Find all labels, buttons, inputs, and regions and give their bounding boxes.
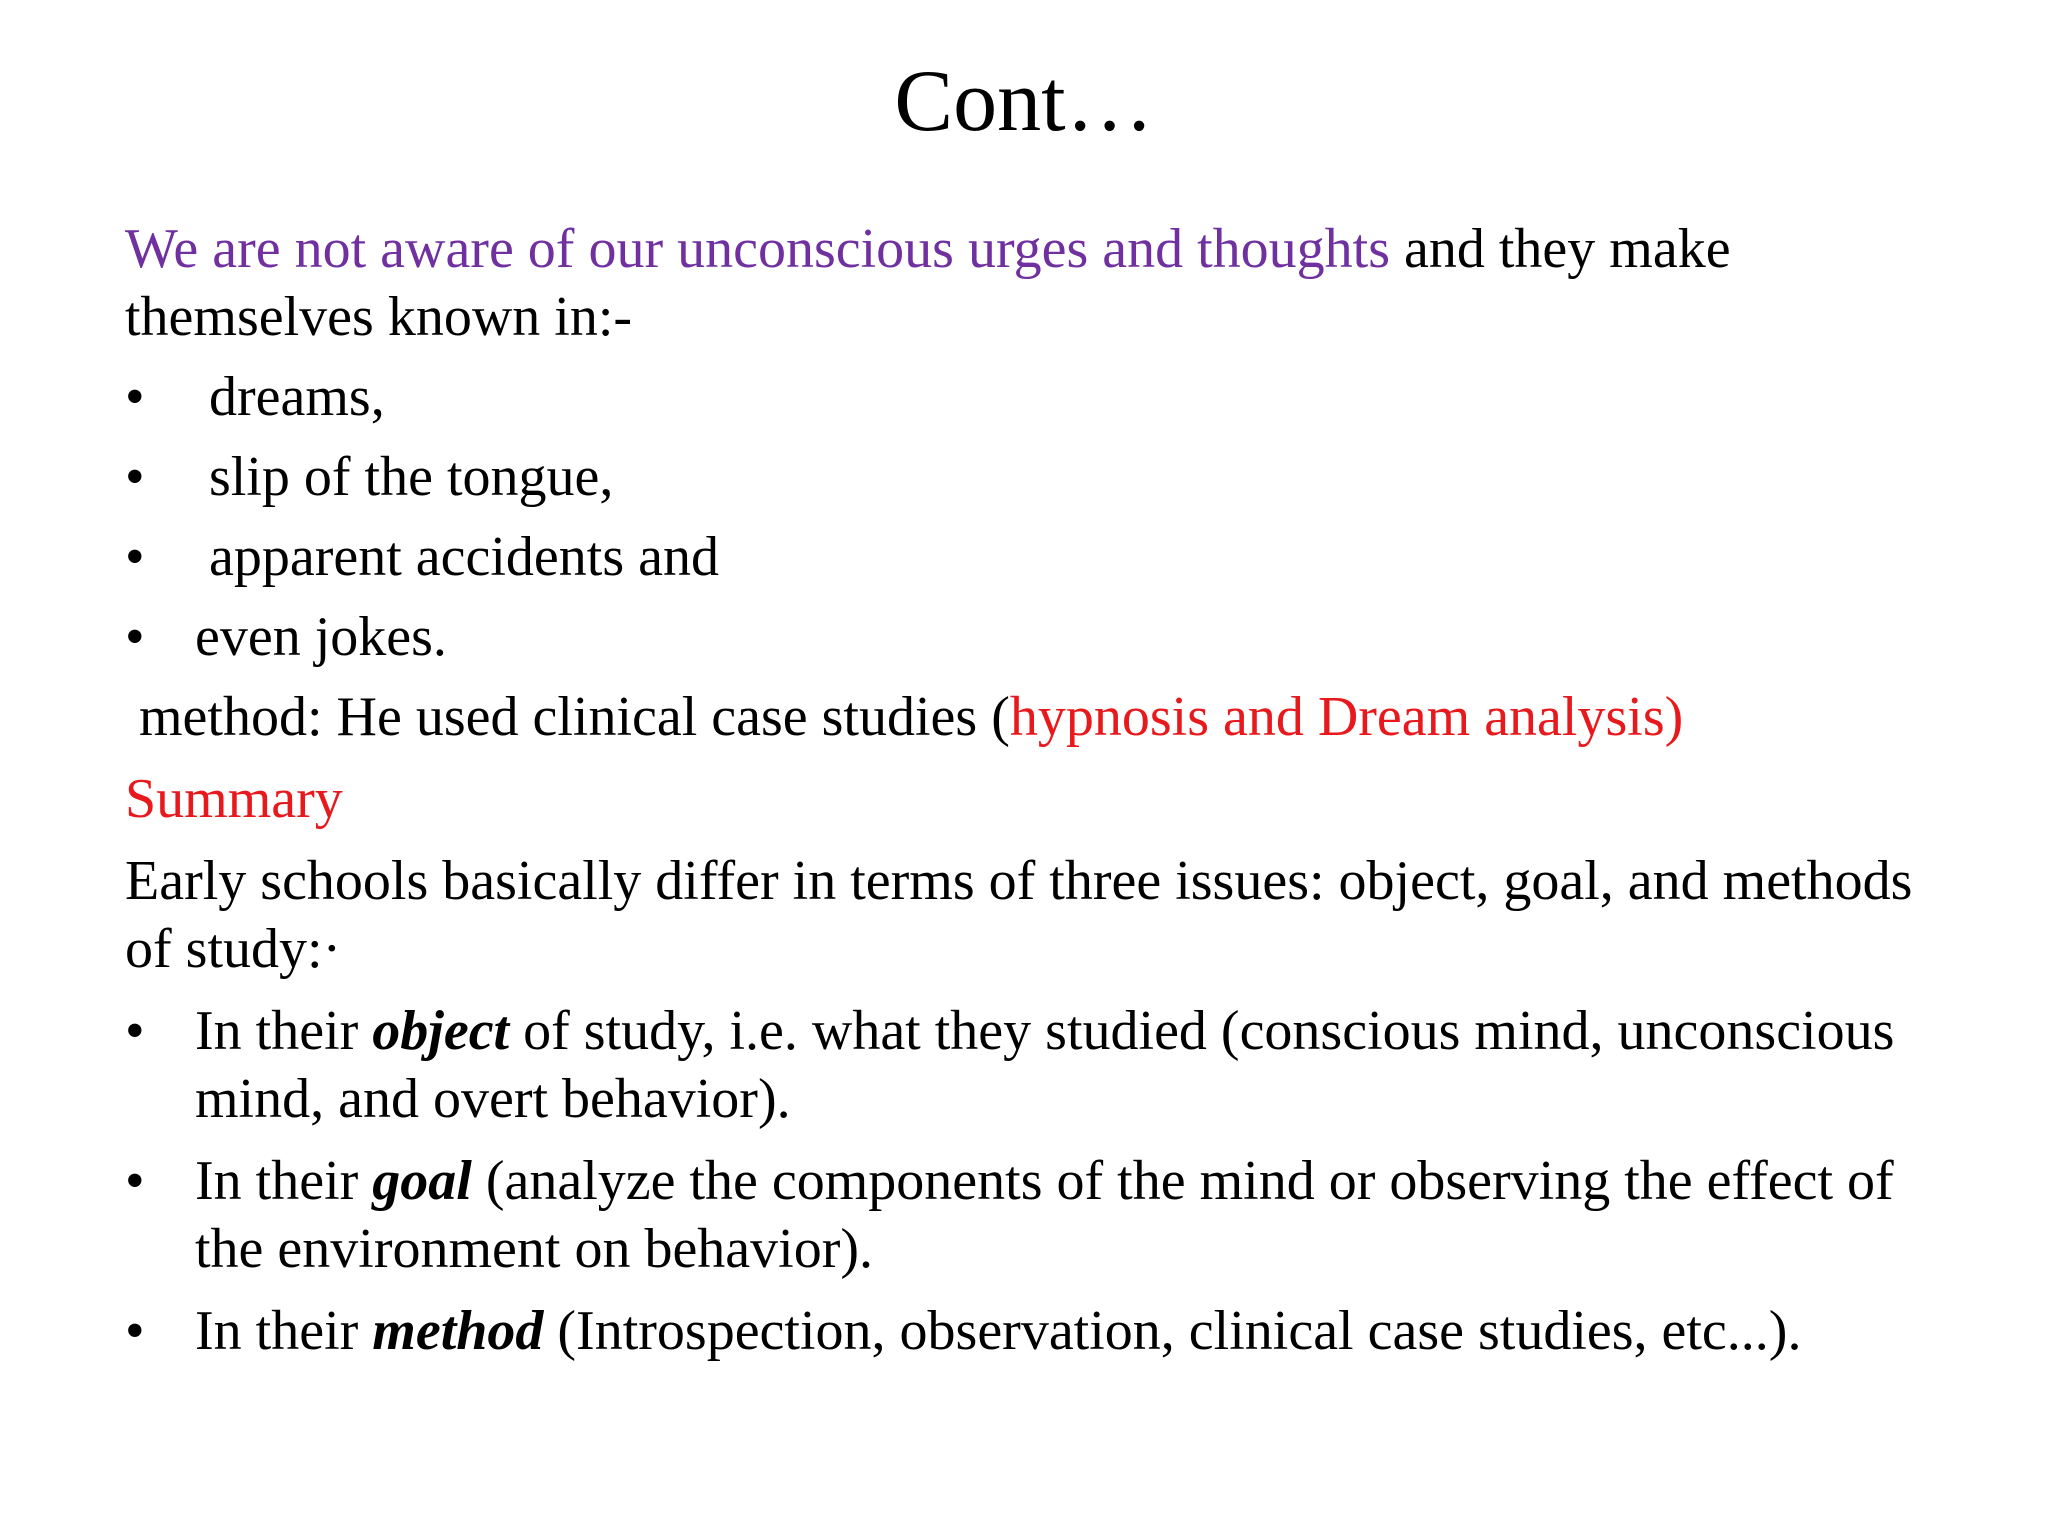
- list-item: [125, 997, 1945, 1133]
- intro-paragraph: [125, 215, 1945, 351]
- bullet-icon: •: [125, 526, 145, 588]
- intro-highlight: We are not aware of our unconscious urges and thoughts: [125, 218, 1391, 280]
- early-schools-paragraph: Early schools basically differ in terms of three issues: object, goal, and methods of study:·: [125, 850, 1913, 980]
- list-item-text: [125, 1147, 1945, 1283]
- bullet-icon: •: [125, 366, 145, 428]
- method-highlight: hypnosis and Dream analysis): [1009, 686, 1684, 748]
- issue-prefix: In their: [195, 1300, 373, 1362]
- issue-term: method: [372, 1300, 544, 1362]
- bullet-icon: •: [125, 1000, 145, 1062]
- issue-rest: (Introspection, observation, clinical case studies, etc...).: [543, 1300, 1802, 1362]
- issue-term: goal: [372, 1150, 472, 1212]
- bullet-icon: •: [125, 606, 145, 668]
- method-prefix: method: He used clinical case studies (: [139, 686, 1010, 748]
- list-item-text: even jokes.: [195, 606, 447, 668]
- list-item-text: dreams,: [209, 366, 385, 428]
- list-item-text: [125, 1297, 1945, 1365]
- bullet-icon: •: [125, 1150, 145, 1212]
- issue-prefix: In their: [195, 1150, 373, 1212]
- list-item: [125, 443, 1945, 511]
- list-item-text: slip of the tongue,: [209, 446, 614, 508]
- slide-body: [125, 215, 1945, 1365]
- issue-rest: of study, i.e. what they studied (conscious mind, unconscious mind, and overt behavior).: [195, 1000, 1895, 1130]
- list-item: [125, 603, 1945, 671]
- issues-list: [125, 997, 1945, 1365]
- list-item-text: apparent accidents and: [209, 526, 719, 588]
- slide-title: Cont…: [894, 53, 1154, 150]
- list-item: [125, 1297, 1945, 1365]
- method-line: [125, 683, 1945, 751]
- bullet-icon: •: [125, 1300, 145, 1362]
- list-item-text: [125, 997, 1945, 1133]
- list-item: [125, 523, 1945, 591]
- issue-rest: (analyze the components of the mind or observing the effect of the environment on behavior).: [195, 1150, 1894, 1280]
- summary-heading: Summary: [125, 768, 343, 830]
- list-item: [125, 1147, 1945, 1283]
- bullet-icon: •: [125, 446, 145, 508]
- intro-rest: and they make themselves known in:-: [125, 218, 1731, 348]
- issue-prefix: In their: [195, 1000, 373, 1062]
- issue-term: object: [372, 1000, 510, 1062]
- list-item: [125, 363, 1945, 431]
- manifestation-list: [125, 363, 1945, 671]
